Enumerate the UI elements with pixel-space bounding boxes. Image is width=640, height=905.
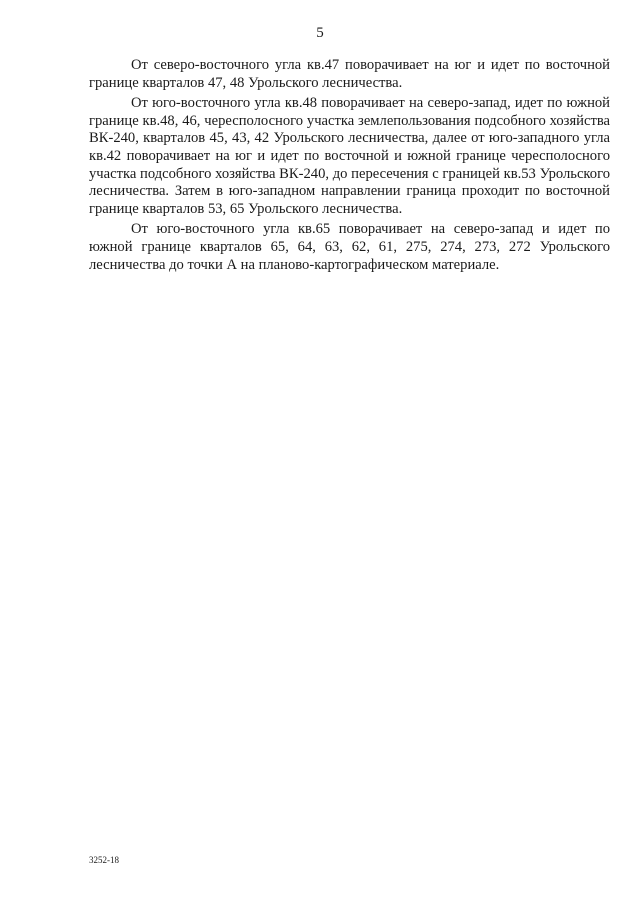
document-code: 3252-18: [89, 855, 119, 865]
paragraph-2: От юго-восточного угла кв.48 поворачивает на северо-запад, идет по южной границе кв.48, 46, чересполосного участка землепользования подсобного хозяйства ВК-240, кварталов 45, 43, 42 Урольского лесничества, далее от юго-западного угла кв.42 поворачивает на юг и идет по восточной и южной границе чересполосного участка подсобного хозяйства ВК-240, до пересечения с границей кв.53 Урольского лесничества. Затем в юго-западном направлении граница проходит по восточной границе кварталов 53, 65 Урольского лесничества.: [89, 95, 610, 217]
paragraph-3: От юго-восточного угла кв.65 поворачивает на северо-запад и идет по южной границе кварталов 65, 64, 63, 62, 61, 275, 274, 273, 272 Урольского лесничества до точки А на планово-картографическом материале.: [89, 221, 610, 273]
document-body: [89, 57, 610, 277]
page-number: 5: [316, 25, 324, 41]
paragraph-1: От северо-восточного угла кв.47 поворачивает на юг и идет по восточной границе кварталов 47, 48 Урольского лесничества.: [89, 57, 610, 91]
